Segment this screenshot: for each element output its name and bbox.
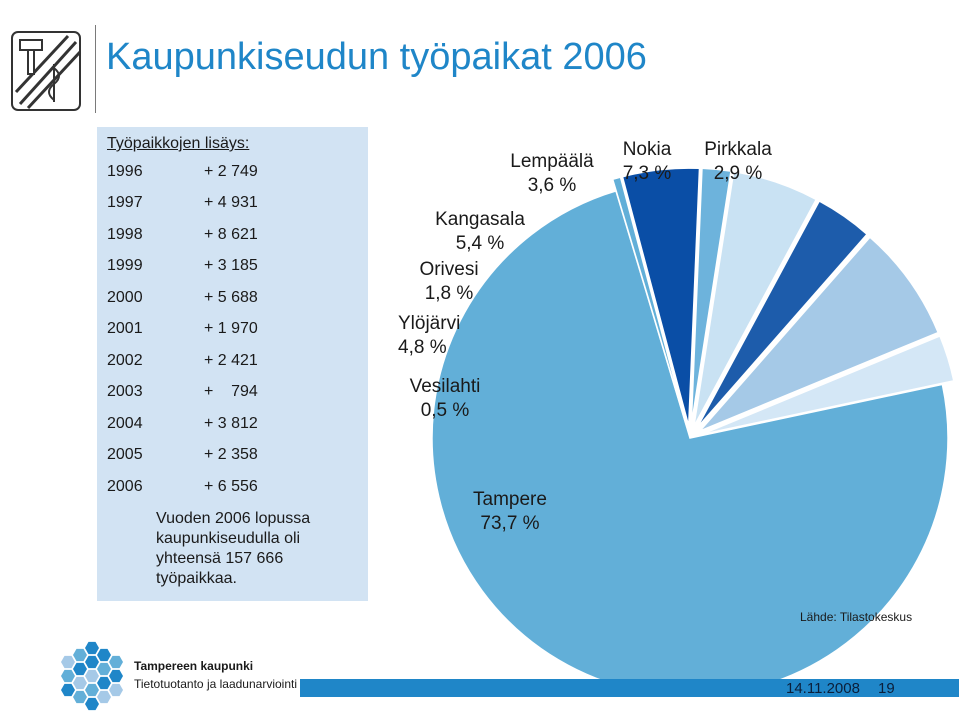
slice-name: Pirkkala xyxy=(704,139,772,160)
slice-label-tampere xyxy=(452,488,568,536)
slice-label-nokia xyxy=(614,138,680,186)
hexagon-cell xyxy=(85,642,99,654)
hexagon-cell xyxy=(61,656,75,668)
slice-percent: 7,3 % xyxy=(622,163,672,184)
row-year: 1998 xyxy=(107,226,143,243)
hexagon-cell xyxy=(73,663,87,675)
slice-percent: 0,5 % xyxy=(420,400,470,421)
slice-name: Tampere xyxy=(473,489,547,510)
row-value: + 8 621 xyxy=(204,226,258,243)
organization-name: Tampereen kaupunki xyxy=(134,659,254,673)
row-year: 1996 xyxy=(107,163,143,180)
hexagon-cell xyxy=(85,656,99,668)
row-value: + 2 358 xyxy=(204,446,258,463)
hexagon-cell xyxy=(73,677,87,689)
hexagon-cell xyxy=(73,649,87,661)
hexagon-cell xyxy=(97,691,111,703)
row-year: 2002 xyxy=(107,352,143,369)
hexagon-cell xyxy=(85,698,99,710)
hexagon-cell xyxy=(85,670,99,682)
row-year: 2003 xyxy=(107,383,143,400)
slice-percent: 5,4 % xyxy=(455,233,505,254)
hexagon-cell xyxy=(109,684,123,696)
row-value: + 4 931 xyxy=(204,194,258,211)
row-value: + 794 xyxy=(204,383,258,400)
slice-percent: 73,7 % xyxy=(480,513,540,534)
row-year: 2000 xyxy=(107,289,143,306)
row-value: + 2 749 xyxy=(204,163,258,180)
hexagon-cell xyxy=(73,691,87,703)
hexagon-cell xyxy=(61,684,75,696)
slice-name: Orivesi xyxy=(419,259,479,280)
slice-percent: 4,8 % xyxy=(398,337,447,358)
row-year: 2006 xyxy=(107,478,143,495)
slice-name: Kangasala xyxy=(435,209,525,230)
slice-label-pirkkala xyxy=(698,138,778,186)
slice-label-vesilahti xyxy=(405,375,485,423)
hexagon-cell xyxy=(97,649,111,661)
hexagon-cell xyxy=(97,663,111,675)
slice-name: Nokia xyxy=(622,139,672,160)
slice-percent: 1,8 % xyxy=(424,283,474,304)
hexagon-cell xyxy=(109,670,123,682)
page-number: 19 xyxy=(878,680,895,697)
slice-label-ylojarvi xyxy=(398,312,460,360)
page-title: Kaupunkiseudun työpaikat 2006 xyxy=(106,36,647,78)
row-value: + 2 421 xyxy=(204,352,258,369)
slice-name: Vesilahti xyxy=(409,376,481,397)
row-value: + 1 970 xyxy=(204,320,258,337)
row-year: 2005 xyxy=(107,446,143,463)
row-value: + 6 556 xyxy=(204,478,258,495)
source-note: Lähde: Tilastokeskus xyxy=(800,610,913,624)
slice-name: Lempäälä xyxy=(510,151,594,172)
row-value: + 5 688 xyxy=(204,289,258,306)
panel-heading: Työpaikkojen lisäys: xyxy=(107,135,250,152)
row-value: + 3 185 xyxy=(204,257,258,274)
footer-bar xyxy=(300,679,959,697)
hexagon-cell xyxy=(97,677,111,689)
slice-percent: 3,6 % xyxy=(527,175,577,196)
footer-date: 14.11.2008 xyxy=(786,680,860,697)
row-year: 2001 xyxy=(107,320,143,337)
row-year: 1997 xyxy=(107,194,143,211)
hexagon-cell xyxy=(85,684,99,696)
hexagon-cell xyxy=(109,656,123,668)
hexagon-cell xyxy=(61,670,75,682)
slice-percent: 2,9 % xyxy=(713,163,763,184)
row-year: 2004 xyxy=(107,415,143,432)
organization-unit: Tietotuotanto ja laadunarviointi xyxy=(134,677,297,691)
summary-text: Vuoden 2006 lopussa kaupunkiseudulla oli yhteensä 157 666 työpaikkaa. xyxy=(156,510,311,587)
slice-name: Ylöjärvi xyxy=(398,313,461,334)
slice-label-lempaala xyxy=(500,150,604,198)
city-hexagon-logo xyxy=(58,640,126,712)
slice-label-orivesi xyxy=(414,258,484,306)
row-value: + 3 812 xyxy=(204,415,258,432)
slice-label-kangasala xyxy=(428,208,532,256)
row-year: 1999 xyxy=(107,257,143,274)
